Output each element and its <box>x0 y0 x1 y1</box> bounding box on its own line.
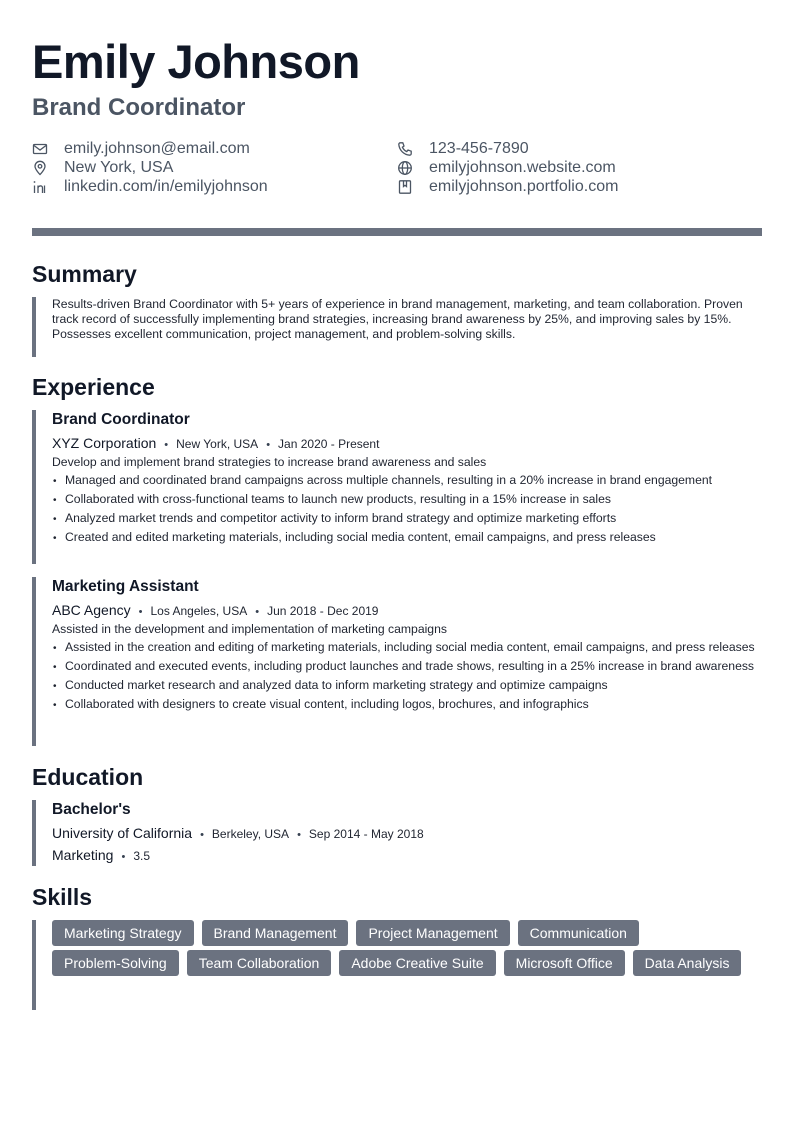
skill-tag: Project Management <box>356 920 509 946</box>
phone-icon <box>397 141 413 157</box>
map-pin-icon <box>32 160 48 176</box>
separator-dot: • <box>255 606 260 618</box>
phone-text: 123-456-7890 <box>429 139 529 157</box>
contact-website[interactable] <box>397 158 616 177</box>
company-name: XYZ Corporation <box>52 435 157 451</box>
location-text: New York, USA <box>64 158 174 176</box>
email-text: emily.johnson@email.com <box>64 139 250 157</box>
experience-entry <box>32 577 762 746</box>
education-entry <box>32 800 762 866</box>
header-divider <box>32 228 762 236</box>
job-title: Brand Coordinator <box>52 411 190 428</box>
contact-linkedin[interactable] <box>32 177 268 196</box>
skill-tag: Marketing Strategy <box>52 920 194 946</box>
list-item: • Coordinated and executed events, including product launches and trade shows, resulting in a 25% increase in brand awareness <box>52 659 762 674</box>
list-item: • Assisted in the creation and editing of marketing materials, including social media content, email campaigns, and press releases <box>52 640 762 655</box>
person-name: Emily Johnson <box>32 35 360 88</box>
job-headline: Brand Coordinator <box>32 94 246 121</box>
skill-tag: Brand Management <box>202 920 349 946</box>
experience-heading: Experience <box>32 374 155 400</box>
linkedin-text: linkedin.com/in/emilyjohnson <box>64 177 268 195</box>
separator-dot: • <box>164 439 169 451</box>
job-title: Marketing Assistant <box>52 578 199 595</box>
skills-block <box>32 920 762 1010</box>
summary-heading: Summary <box>32 261 137 287</box>
job-location: New York, USA <box>176 437 259 451</box>
skill-tag: Data Analysis <box>633 950 742 976</box>
separator-dot: • <box>266 439 271 451</box>
skill-tag: Microsoft Office <box>504 950 625 976</box>
gpa-value: 3.5 <box>133 849 151 863</box>
job-location: Los Angeles, USA <box>150 604 248 618</box>
education-heading: Education <box>32 764 144 790</box>
list-item: • Collaborated with cross-functional teams to launch new products, resulting in a 15% increase in sales <box>52 492 762 507</box>
contact-portfolio[interactable] <box>397 177 618 196</box>
portfolio-icon <box>397 179 413 195</box>
skill-tag: Adobe Creative Suite <box>339 950 495 976</box>
linkedin-icon <box>32 179 48 195</box>
skills-list <box>52 920 762 980</box>
job-dates: Jan 2020 - Present <box>278 437 380 451</box>
school-location: Berkeley, USA <box>211 827 290 841</box>
list-item: • Created and edited marketing materials, including social media content, email campaigns, and press releases <box>52 530 762 545</box>
job-description: Develop and implement brand strategies to increase brand awareness and sales <box>52 455 487 469</box>
job-meta <box>52 600 762 620</box>
education-dates: Sep 2014 - May 2018 <box>308 827 424 841</box>
skills-heading: Skills <box>32 884 93 910</box>
contact-location <box>32 158 173 177</box>
separator-dot: • <box>297 829 301 841</box>
experience-entry <box>32 410 762 564</box>
job-bullets <box>52 640 762 712</box>
job-bullets <box>52 473 762 545</box>
portfolio-text: emilyjohnson.portfolio.com <box>429 177 619 195</box>
skill-tag: Team Collaboration <box>187 950 332 976</box>
separator-dot: • <box>200 829 204 841</box>
summary-text: Results-driven Brand Coordinator with 5+ years of experience in brand management, marketing, and team collaboration. Proven track record of successfully implementing brand strategies, increasing brand awareness by 25%, and improving sales by 15%. Possesses excellent communication, project management, and problem-solving skills. <box>52 297 743 341</box>
education-details <box>52 845 762 865</box>
summary-block <box>32 297 762 357</box>
field-of-study: Marketing <box>52 847 114 863</box>
list-item: • Collaborated with designers to create visual content, including logos, brochures, and infographics <box>52 697 762 712</box>
school-name: University of California <box>52 825 193 841</box>
company-name: ABC Agency <box>52 602 131 618</box>
job-description: Assisted in the development and implementation of marketing campaigns <box>52 622 447 636</box>
contact-email[interactable] <box>32 139 250 158</box>
degree-title: Bachelor's <box>52 801 131 818</box>
list-item: • Analyzed market trends and competitor activity to inform brand strategy and optimize marketing efforts <box>52 511 762 526</box>
skill-tag: Problem-Solving <box>52 950 179 976</box>
skill-tag: Communication <box>518 920 639 946</box>
list-item: • Managed and coordinated brand campaigns across multiple channels, resulting in a 20% increase in brand engagement <box>52 473 762 488</box>
contact-phone[interactable] <box>397 139 529 158</box>
globe-icon <box>397 160 413 176</box>
separator-dot: • <box>121 851 126 863</box>
list-item: • Conducted market research and analyzed data to inform marketing strategy and optimize campaigns <box>52 678 762 693</box>
website-text: emilyjohnson.website.com <box>429 158 616 176</box>
job-meta <box>52 433 762 453</box>
mail-icon <box>32 141 48 157</box>
job-dates: Jun 2018 - Dec 2019 <box>267 604 379 618</box>
education-meta <box>52 823 762 843</box>
separator-dot: • <box>138 606 143 618</box>
